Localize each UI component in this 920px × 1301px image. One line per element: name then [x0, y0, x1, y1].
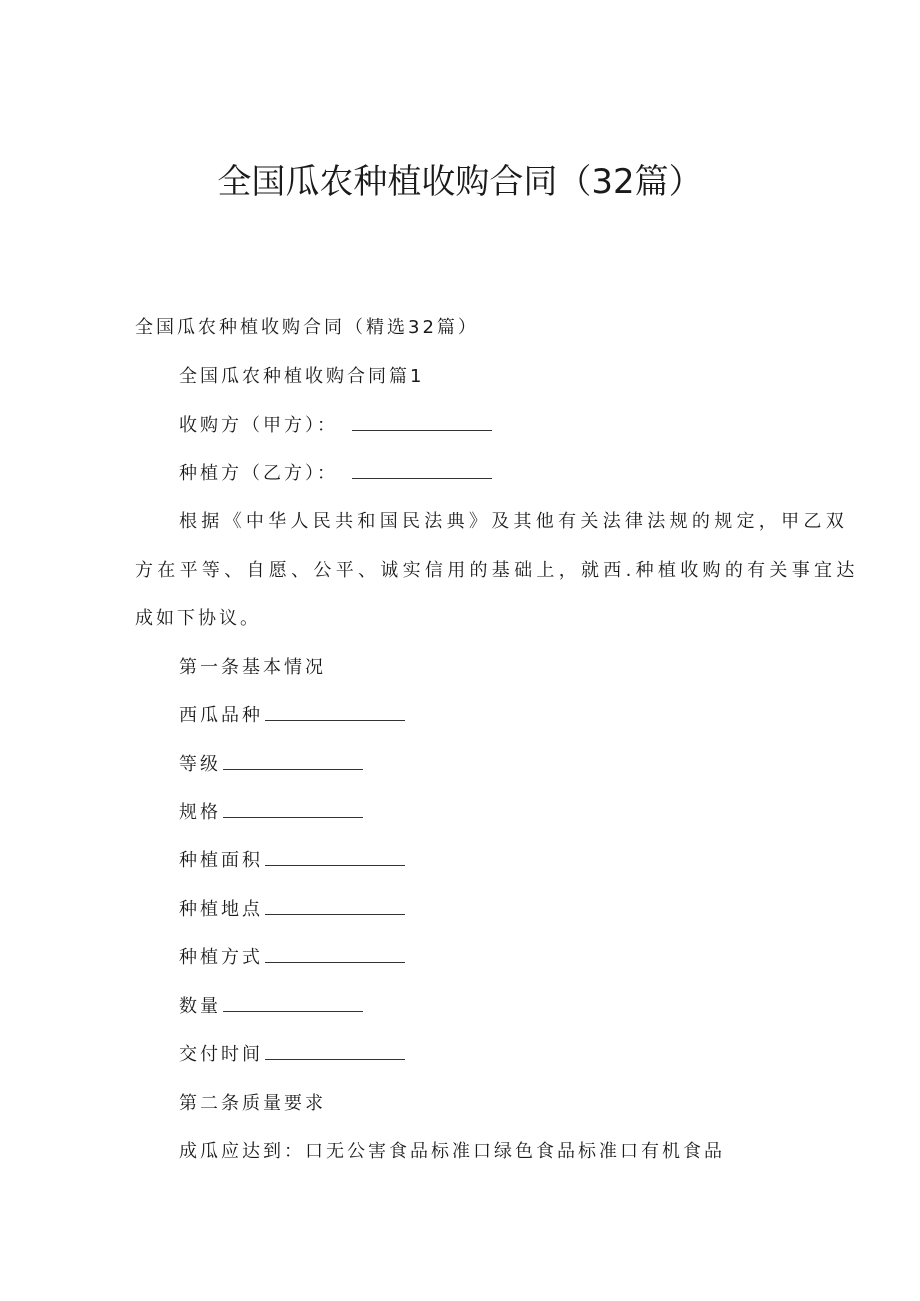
- intro-line-1: 根据《中华人民共和国民法典》及其他有关法律法规的规定，甲乙双: [179, 511, 848, 532]
- field-variety-label: 西瓜品种: [179, 705, 263, 726]
- field-area: [179, 847, 405, 875]
- field-variety: [179, 702, 405, 730]
- field-quantity-label: 数量: [179, 996, 221, 1017]
- party-b-label: 种植方（乙方）：: [179, 463, 338, 484]
- field-delivery-time-blank: [265, 1041, 405, 1060]
- field-grade: [179, 751, 363, 779]
- party-b-line: [179, 460, 492, 488]
- field-delivery-time: [179, 1041, 405, 1069]
- section-heading: 全国瓜农种植收购合同篇1: [179, 366, 425, 387]
- field-spec: [179, 799, 363, 827]
- field-method-blank: [265, 944, 405, 963]
- intro-line-3: 成如下协议。: [135, 608, 261, 629]
- field-method-label: 种植方式: [179, 947, 263, 968]
- field-quantity: [179, 993, 363, 1021]
- party-a-line: [179, 412, 492, 440]
- field-location: [179, 896, 405, 924]
- intro-line-2: 方在平等、自愿、公平、诚实信用的基础上，就西.种植收购的有关事宜达: [135, 560, 859, 581]
- quality-line: 成瓜应达到：口无公害食品标准口绿色食品标准口有机食品: [179, 1141, 725, 1162]
- field-area-blank: [265, 847, 405, 866]
- field-delivery-time-label: 交付时间: [179, 1044, 263, 1065]
- field-grade-label: 等级: [179, 754, 221, 775]
- document-subtitle: 全国瓜农种植收购合同（精选32篇）: [135, 317, 479, 338]
- document-title: 全国瓜农种植收购合同（32篇）: [217, 162, 703, 202]
- article-1-heading: 第一条基本情况: [179, 657, 326, 678]
- party-b-blank: [352, 460, 492, 479]
- article-2-heading: 第二条质量要求: [179, 1093, 326, 1114]
- party-a-label: 收购方（甲方）：: [179, 415, 338, 436]
- field-location-blank: [265, 896, 405, 915]
- party-a-blank: [352, 412, 492, 431]
- field-quantity-blank: [223, 993, 363, 1012]
- field-grade-blank: [223, 751, 363, 770]
- field-spec-blank: [223, 799, 363, 818]
- field-variety-blank: [265, 702, 405, 721]
- field-location-label: 种植地点: [179, 899, 263, 920]
- field-spec-label: 规格: [179, 802, 221, 823]
- field-method: [179, 944, 405, 972]
- field-area-label: 种植面积: [179, 850, 263, 871]
